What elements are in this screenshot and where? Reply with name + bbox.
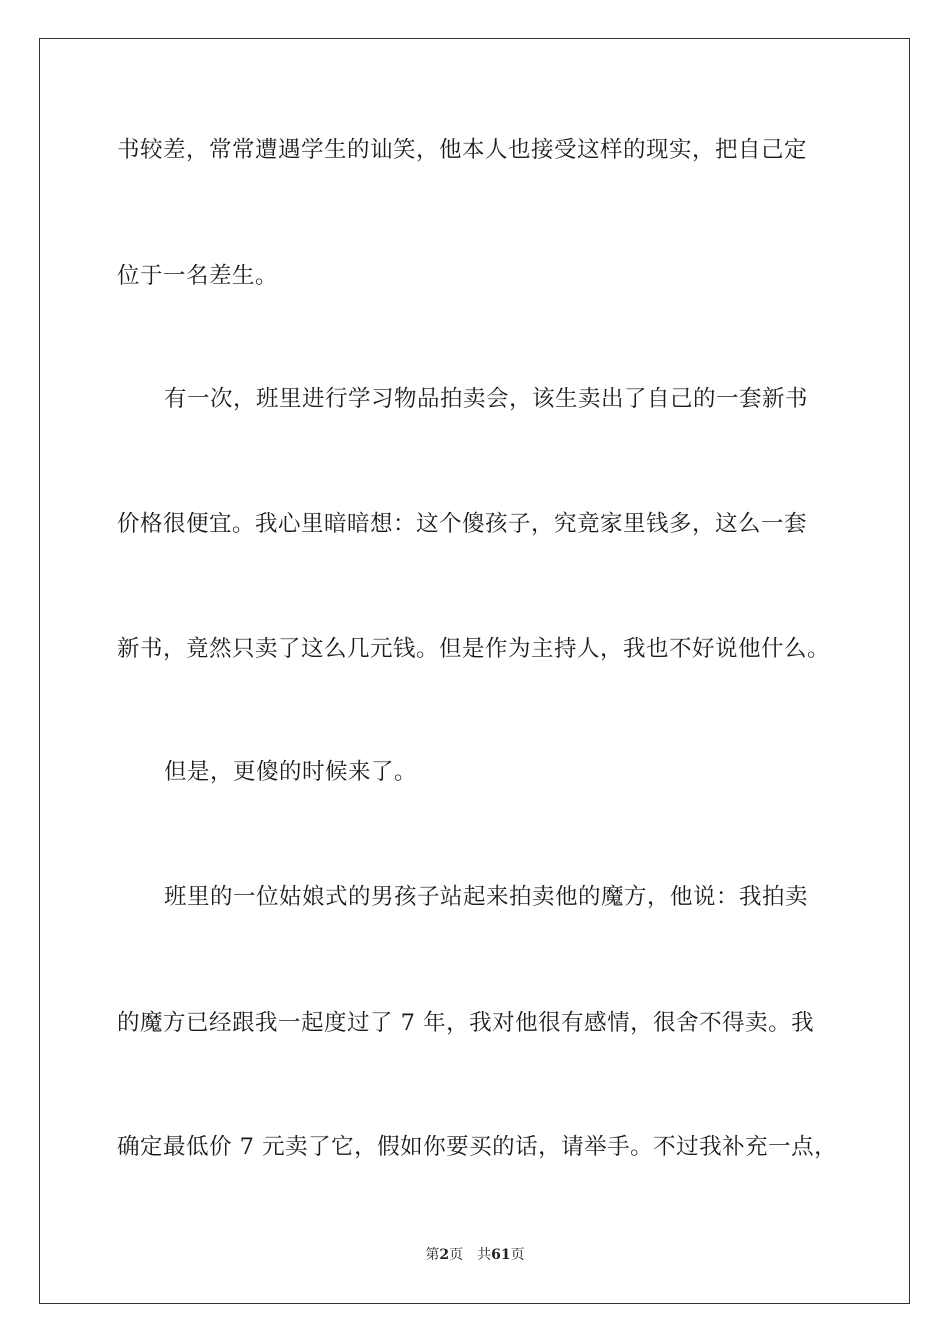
text-line-6: 但是，更傻的时候来了。 (164, 759, 418, 785)
text-line-1: 书较差，常常遭遇学生的讪笑，他本人也接受这样的现实，把自己定 (117, 137, 808, 163)
text-line-2: 位于一名差生。 (117, 263, 279, 289)
page-suffix: 页 (449, 1247, 464, 1263)
total-prefix: 共 (477, 1247, 492, 1263)
text-line-4: 价格很便宜。我心里暗暗想：这个傻孩子，究竟家里钱多，这么一套 (117, 511, 808, 537)
page-current: 2 (439, 1247, 450, 1263)
text-line-5: 新书，竟然只卖了这么几元钱。但是作为主持人，我也不好说他什么。 (117, 636, 831, 662)
page-prefix: 第 (425, 1247, 440, 1263)
page-total: 61 (491, 1247, 511, 1263)
text-line-3: 有一次，班里进行学习物品拍卖会，该生卖出了自己的一套新书 (164, 386, 809, 412)
text-line-8: 的魔方已经跟我一起度过了 7 年，我对他很有感情，很舍不得卖。我 (117, 1010, 815, 1036)
total-suffix: 页 (510, 1247, 525, 1263)
text-line-9: 确定最低价 7 元卖了它，假如你要买的话，请举手。不过我补充一点， (117, 1134, 838, 1160)
page-footer (0, 1245, 950, 1265)
text-line-7: 班里的一位姑娘式的男孩子站起来拍卖他的魔方，他说：我拍卖 (164, 884, 809, 910)
page-frame (39, 38, 910, 1304)
